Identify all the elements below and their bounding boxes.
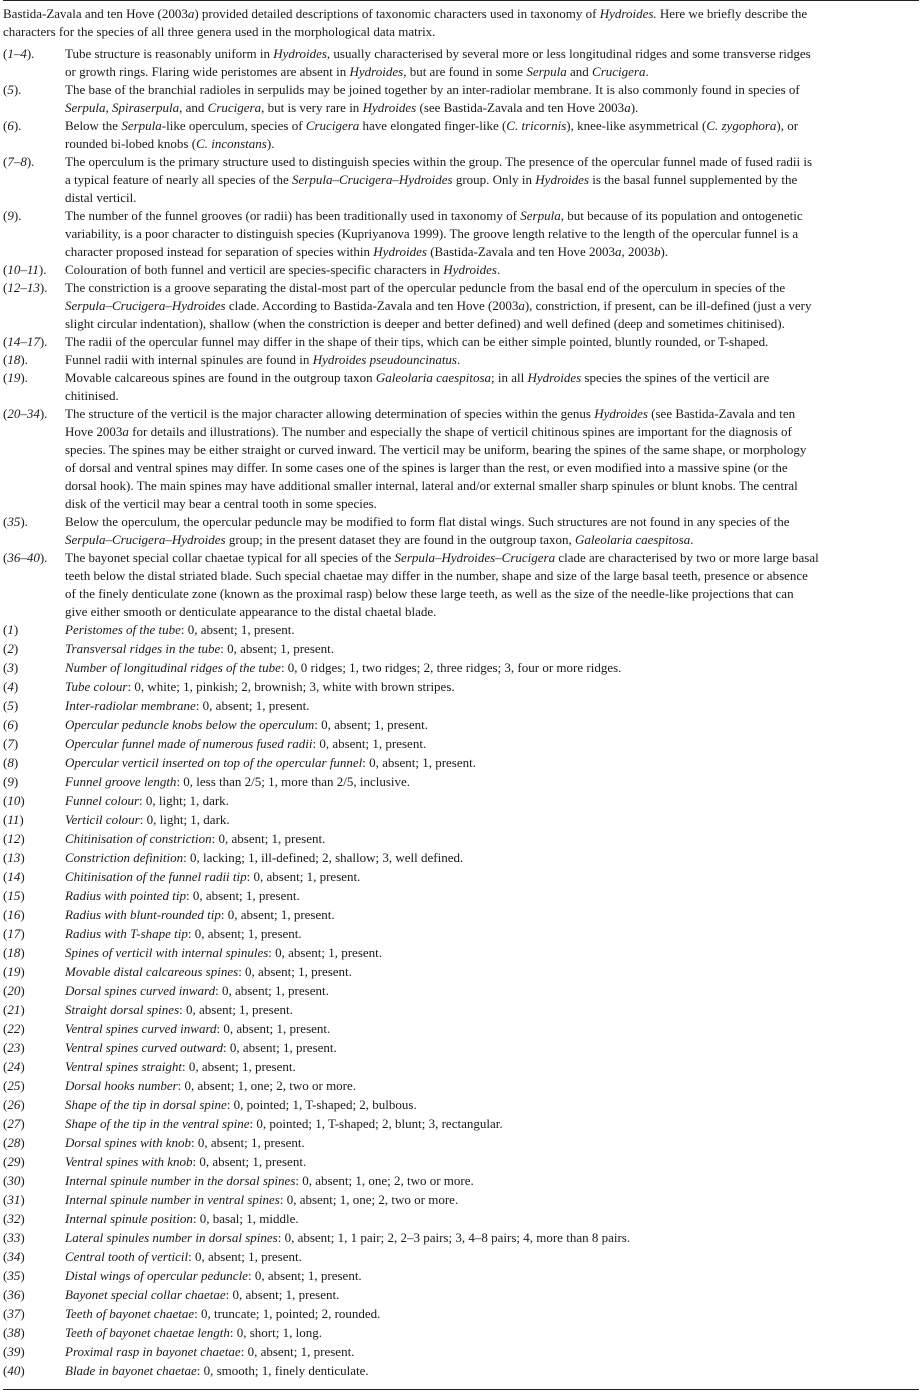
character-text: Ventral spines with knob: 0, absent; 1, present. — [65, 1154, 307, 1169]
character-text: Shape of the tip in dorsal spine: 0, pointed; 1, T-shaped; 2, bulbous. — [65, 1097, 417, 1112]
character-text: Proximal rasp in bayonet chaetae: 0, absent; 1, present. — [65, 1344, 355, 1359]
paragraph-line: The operculum is the primary structure used to distinguish species within the group. The presence of the opercular funnel made of fused radii is — [65, 154, 813, 169]
paragraph-line: of dorsal and ventral spines may differ. In some cases one of the spines is larger than the rest, or even modified into a massive spine (or the — [65, 460, 788, 475]
description-paragraph — [3, 279, 919, 333]
intro-line: Bastida-Zavala and ten Hove (2003a) provided detailed descriptions of taxonomic characters used in taxonomy of Hydroides. Here we briefly describe the — [3, 6, 808, 21]
character-text: Central tooth of verticil: 0, absent; 1, present. — [65, 1249, 302, 1264]
paragraph-line: of the finely denticulate zone (known as the proximal rasp) below these large teeth, as well as the size of the needle-like projections that can — [65, 586, 794, 601]
paragraph-line: The radii of the opercular funnel may differ in the shape of their tips, which can be either simple pointed, bluntly rounded, or T-shaped. — [65, 334, 769, 349]
character-text: Chitinisation of the funnel radii tip: 0, absent; 1, present. — [65, 869, 361, 884]
description-paragraph — [3, 351, 919, 369]
character-item — [3, 1134, 919, 1153]
paragraph-line: The structure of the verticil is the major character allowing determination of species within the genus Hydroides (see Bastida-Zavala and ten — [65, 406, 796, 421]
character-text: Radius with pointed tip: 0, absent; 1, present. — [65, 888, 300, 903]
character-item — [3, 621, 919, 640]
character-number: (28) — [3, 1135, 25, 1150]
paragraph-line: The bayonet special collar chaetae typical for all species of the Serpula–Hydroides–Crucigera clade are characterised by two or more large basal — [65, 550, 819, 565]
paragraph-line: rounded bi-lobed knobs (C. inconstans). — [65, 136, 275, 151]
character-number: (33) — [3, 1230, 25, 1245]
character-item — [3, 735, 919, 754]
paragraph-text — [65, 117, 919, 153]
paragraph-line: Funnel radii with internal spinules are found in Hydroides pseudouncinatus. — [65, 352, 461, 367]
paragraph-line: Tube structure is reasonably uniform in Hydroides, usually characterised by several more or less longitudinal ridges and some transverse ridges — [65, 46, 811, 61]
paragraph-number: (9). — [3, 208, 22, 223]
character-text: Constriction definition: 0, lacking; 1, ill-defined; 2, shallow; 3, well defined. — [65, 850, 464, 865]
description-paragraph — [3, 207, 919, 261]
character-number: (34) — [3, 1249, 25, 1264]
character-item — [3, 1286, 919, 1305]
character-number: (30) — [3, 1173, 25, 1188]
character-text: Verticil colour: 0, light; 1, dark. — [65, 812, 230, 827]
character-number: (31) — [3, 1192, 25, 1207]
character-number: (23) — [3, 1040, 25, 1055]
character-item — [3, 830, 919, 849]
character-item — [3, 1115, 919, 1134]
character-item — [3, 1077, 919, 1096]
paragraph-line: disk of the verticil may bear a central tooth in some species. — [65, 496, 377, 511]
character-text: Teeth of bayonet chaetae: 0, truncate; 1, pointed; 2, rounded. — [65, 1306, 381, 1321]
character-number: (17) — [3, 926, 25, 941]
paragraph-line: character proposed instead for separation of species within Hydroides (Bastida-Zavala and ten Hove 2003a, 2003b). — [65, 244, 669, 259]
character-text: Ventral spines curved inward: 0, absent; 1, present. — [65, 1021, 331, 1036]
character-text: Blade in bayonet chaetae: 0, smooth; 1, finely denticulate. — [65, 1363, 369, 1378]
character-number: (18) — [3, 945, 25, 960]
character-number: (12) — [3, 831, 25, 846]
character-item — [3, 982, 919, 1001]
character-number: (27) — [3, 1116, 25, 1131]
character-text: Dorsal spines with knob: 0, absent; 1, present. — [65, 1135, 305, 1150]
paragraph-line: Movable calcareous spines are found in the outgroup taxon Galeolaria caespitosa; in all Hydroides species the spines of the verticil are — [65, 370, 770, 385]
paragraph-text — [65, 207, 919, 261]
character-item — [3, 1153, 919, 1172]
character-text: Shape of the tip in the ventral spine: 0, pointed; 1, T-shaped; 2, blunt; 3, rectangular. — [65, 1116, 503, 1131]
character-item — [3, 1191, 919, 1210]
intro-line: characters for the species of all three genera used in the morphological data matrix. — [3, 24, 436, 39]
character-item — [3, 849, 919, 868]
character-item — [3, 716, 919, 735]
character-text: Ventral spines curved outward: 0, absent; 1, present. — [65, 1040, 337, 1055]
character-number: (35) — [3, 1268, 25, 1283]
character-text: Movable distal calcareous spines: 0, absent; 1, present. — [65, 964, 352, 979]
character-item — [3, 868, 919, 887]
character-text: Chitinisation of constriction: 0, absent; 1, present. — [65, 831, 326, 846]
paragraph-number: (6). — [3, 118, 22, 133]
description-paragraph — [3, 153, 919, 207]
paragraph-text — [65, 351, 919, 369]
paragraph-line: or growth rings. Flaring wide peristomes are absent in Hydroides, but are found in some Serpula and Crucigera. — [65, 64, 649, 79]
character-text: Straight dorsal spines: 0, absent; 1, present. — [65, 1002, 293, 1017]
character-number: (9) — [3, 774, 19, 789]
description-paragraph — [3, 405, 919, 513]
paragraph-number: (5). — [3, 82, 22, 97]
character-text: Opercular verticil inserted on top of the opercular funnel: 0, absent; 1, present. — [65, 755, 476, 770]
paragraph-line: teeth below the distal striated blade. Such special chaetae may differ in the number, shape and size of the large basal teeth, presence or absence — [65, 568, 808, 583]
character-text: Dorsal spines curved inward: 0, absent; 1, present. — [65, 983, 329, 998]
description-paragraph — [3, 81, 919, 117]
paragraph-line: chitinised. — [65, 388, 119, 403]
character-item — [3, 792, 919, 811]
character-text: Opercular peduncle knobs below the operculum: 0, absent; 1, present. — [65, 717, 428, 732]
character-item — [3, 1229, 919, 1248]
character-number: (14) — [3, 869, 25, 884]
character-item — [3, 1248, 919, 1267]
character-text: Funnel groove length: 0, less than 2/5; 1, more than 2/5, inclusive. — [65, 774, 411, 789]
character-number: (4) — [3, 679, 19, 694]
character-number: (20) — [3, 983, 25, 998]
paragraph-line: give either smooth or denticulate appearance to the distal chaetal blade. — [65, 604, 437, 619]
character-number: (21) — [3, 1002, 25, 1017]
paragraph-text — [65, 369, 919, 405]
character-item — [3, 811, 919, 830]
paragraph-line: a typical feature of nearly all species of the Serpula–Crucigera–Hydroides group. Only in Hydroides is the basal funnel supplemented by the — [65, 172, 798, 187]
character-text: Dorsal hooks number: 0, absent; 1, one; 2, two or more. — [65, 1078, 357, 1093]
paragraph-line: Below the Serpula-like operculum, species of Crucigera have elongated finger-like (C. tricornis), knee-like asymmetrical (C. zygophora), or — [65, 118, 799, 133]
character-number: (39) — [3, 1344, 25, 1359]
character-item — [3, 754, 919, 773]
character-text: Internal spinule position: 0, basal; 1, middle. — [65, 1211, 299, 1226]
description-paragraph — [3, 45, 919, 81]
paragraph-text — [65, 81, 919, 117]
character-item — [3, 678, 919, 697]
paragraph-line: dorsal hook). The main spines may have additional smaller internal, lateral and/or external smaller sharp spinules or blunt knobs. The central — [65, 478, 798, 493]
character-number: (3) — [3, 660, 19, 675]
character-number: (6) — [3, 717, 19, 732]
character-number: (37) — [3, 1306, 25, 1321]
character-text: Opercular funnel made of numerous fused radii: 0, absent; 1, present. — [65, 736, 427, 751]
description-paragraph — [3, 513, 919, 549]
character-item — [3, 925, 919, 944]
character-text: Transversal ridges in the tube: 0, absent; 1, present. — [65, 641, 335, 656]
paragraph-text — [65, 405, 919, 513]
paragraph-line: The number of the funnel grooves (or radii) has been traditionally used in taxonomy of Serpula, but because of its population and ontogenetic — [65, 208, 803, 223]
paragraph-line: Hove 2003a for details and illustrations). The number and especially the shape of verticil chitinous spines are important for the diagnosis of — [65, 424, 792, 439]
character-text: Inter-radiolar membrane: 0, absent; 1, present. — [65, 698, 310, 713]
character-number: (5) — [3, 698, 19, 713]
character-text: Lateral spinules number in dorsal spines: 0, absent; 1, 1 pair; 2, 2–3 pairs; 3, 4–8 pairs; 4, more than 8 pairs. — [65, 1230, 631, 1245]
description-paragraph — [3, 117, 919, 153]
character-item — [3, 963, 919, 982]
character-item — [3, 1210, 919, 1229]
paragraph-number: (14–17). — [3, 334, 48, 349]
paragraph-number: (35). — [3, 514, 28, 529]
character-descriptions — [3, 45, 919, 621]
character-text: Internal spinule number in ventral spines: 0, absent; 1, one; 2, two or more. — [65, 1192, 459, 1207]
paragraph-text — [65, 279, 919, 333]
paragraph-line: slight circular indentation), shallow (when the constriction is deeper and better defined) and well defined (deep and sometimes chitinised). — [65, 316, 785, 331]
character-text: Teeth of bayonet chaetae length: 0, short; 1, long. — [65, 1325, 322, 1340]
character-item — [3, 1343, 919, 1362]
character-item — [3, 1172, 919, 1191]
paragraph-text — [65, 513, 919, 549]
character-item — [3, 887, 919, 906]
character-number: (2) — [3, 641, 19, 656]
paragraph-line: Serpula, Spiraserpula, and Crucigera, but is very rare in Hydroides (see Bastida-Zavala and ten Hove 2003a). — [65, 100, 639, 115]
character-item — [3, 1058, 919, 1077]
description-paragraph — [3, 549, 919, 621]
character-text: Distal wings of opercular peduncle: 0, absent; 1, present. — [65, 1268, 362, 1283]
character-item — [3, 640, 919, 659]
character-item — [3, 1020, 919, 1039]
character-number: (38) — [3, 1325, 25, 1340]
paragraph-line: Colouration of both funnel and verticil are species-specific characters in Hydroides. — [65, 262, 501, 277]
character-item — [3, 659, 919, 678]
character-text: Bayonet special collar chaetae: 0, absent; 1, present. — [65, 1287, 340, 1302]
character-item — [3, 1362, 919, 1381]
character-item — [3, 944, 919, 963]
character-number: (29) — [3, 1154, 25, 1169]
character-number: (19) — [3, 964, 25, 979]
character-number: (22) — [3, 1021, 25, 1036]
paragraph-line: distal verticil. — [65, 190, 137, 205]
character-number: (26) — [3, 1097, 25, 1112]
character-text: Ventral spines straight: 0, absent; 1, present. — [65, 1059, 296, 1074]
paragraph-number: (36–40). — [3, 550, 48, 565]
character-item — [3, 1324, 919, 1343]
paragraph-number: (10–11). — [3, 262, 47, 277]
character-number: (24) — [3, 1059, 25, 1074]
character-item — [3, 697, 919, 716]
character-number: (10) — [3, 793, 25, 808]
paragraph-number: (20–34). — [3, 406, 48, 421]
character-item — [3, 1267, 919, 1286]
character-list — [3, 621, 919, 1381]
paragraph-number: (1–4). — [3, 46, 35, 61]
character-number: (1) — [3, 622, 19, 637]
character-number: (36) — [3, 1287, 25, 1302]
paragraph-text — [65, 333, 919, 351]
paragraph-line: The base of the branchial radioles in serpulids may be joined together by an inter-radiolar membrane. It is also commonly found in species of — [65, 82, 800, 97]
paragraph-line: Below the operculum, the opercular peduncle may be modified to form flat distal wings. Such structures are not found in any species of the — [65, 514, 790, 529]
character-text: Funnel colour: 0, light; 1, dark. — [65, 793, 229, 808]
character-text: Internal spinule number in the dorsal spines: 0, absent; 1, one; 2, two or more. — [65, 1173, 474, 1188]
paragraph-line: species. The spines may be either straight or curved inward. The verticil may be uniform, bearing the spines of the same shape, or morphology — [65, 442, 807, 457]
description-paragraph — [3, 333, 919, 351]
paragraph-line: Serpula–Crucigera–Hydroides group; in the present dataset they are found in the outgroup taxon, Galeolaria caespitosa. — [65, 532, 694, 547]
intro-paragraph — [3, 1, 919, 45]
character-item — [3, 773, 919, 792]
paragraph-line: The constriction is a groove separating the distal-most part of the opercular peduncle from the basal end of the operculum in species of the — [65, 280, 786, 295]
paragraph-text — [65, 261, 919, 279]
paragraph-line: Serpula–Crucigera–Hydroides clade. According to Bastida-Zavala and ten Hove (2003a), constriction, if present, can be ill-defined (just a very — [65, 298, 812, 313]
paragraph-line: variability, is a poor character to distinguish species (Kupriyanova 1999). The groove length relative to the length of the opercular funnel is a — [65, 226, 799, 241]
character-number: (11) — [3, 812, 24, 827]
character-number: (8) — [3, 755, 19, 770]
paragraph-text — [65, 153, 919, 207]
character-item — [3, 1001, 919, 1020]
character-text: Spines of verticil with internal spinules: 0, absent; 1, present. — [65, 945, 383, 960]
character-number: (16) — [3, 907, 25, 922]
paragraph-number: (12–13). — [3, 280, 48, 295]
paragraph-number: (7–8). — [3, 154, 35, 169]
character-text: Radius with T-shape tip: 0, absent; 1, present. — [65, 926, 302, 941]
paragraph-number: (19). — [3, 370, 28, 385]
character-item — [3, 1096, 919, 1115]
paragraph-text — [65, 549, 919, 621]
description-paragraph — [3, 369, 919, 405]
character-text: Radius with blunt-rounded tip: 0, absent; 1, present. — [65, 907, 335, 922]
character-number: (7) — [3, 736, 19, 751]
description-paragraph — [3, 261, 919, 279]
character-item — [3, 1039, 919, 1058]
character-item — [3, 1305, 919, 1324]
character-text: Tube colour: 0, white; 1, pinkish; 2, brownish; 3, white with brown stripes. — [65, 679, 455, 694]
character-number: (32) — [3, 1211, 25, 1226]
bottom-rule — [3, 1389, 919, 1390]
character-number: (13) — [3, 850, 25, 865]
paragraph-text — [65, 45, 919, 81]
character-number: (15) — [3, 888, 25, 903]
character-number: (25) — [3, 1078, 25, 1093]
character-item — [3, 906, 919, 925]
character-number: (40) — [3, 1363, 25, 1378]
character-text: Number of longitudinal ridges of the tube: 0, 0 ridges; 1, two ridges; 2, three ridges; 3, four or more ridges. — [65, 660, 622, 675]
paragraph-number: (18). — [3, 352, 28, 367]
character-text: Peristomes of the tube: 0, absent; 1, present. — [65, 622, 295, 637]
